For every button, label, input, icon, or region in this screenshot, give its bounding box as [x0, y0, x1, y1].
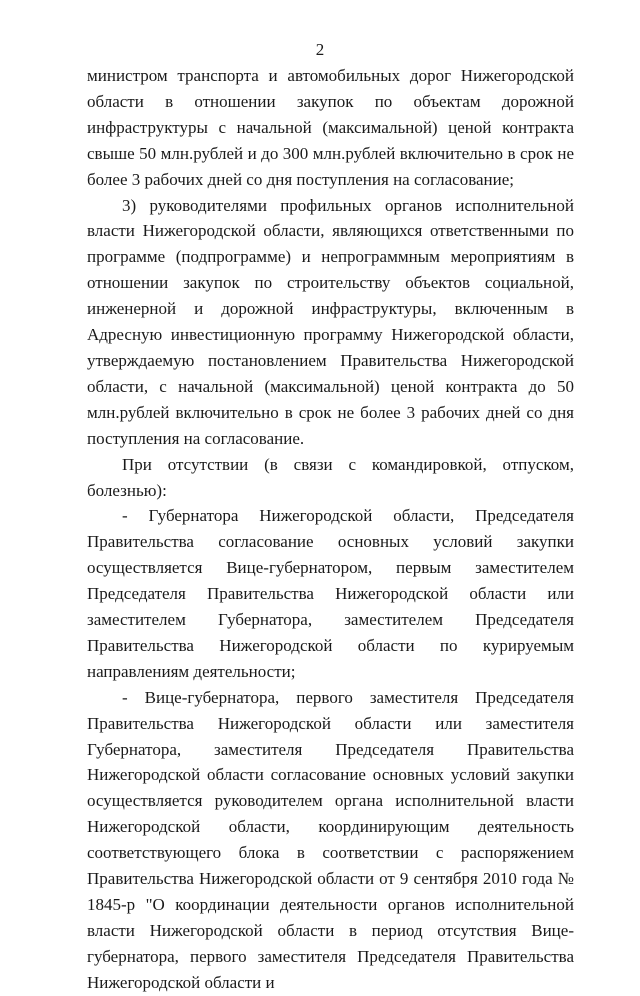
paragraph-vice-governor-absence: - Вице-губернатора, первого заместителя Председателя Правительства Нижегородской области или заместителя Губернатора, заместителя Председателя Правительства Нижегородской области согласование основных условий закупки осуществляется руководителем органа исполнительной власти Нижегородской области, координирующим деятельность соответствующего блока в соответствии с распоряжением Правительства Нижегородской области от 9 сентября 2010 года № 1845-р "О координации деятельности органов исполнительной власти Нижегородской области в период отсутствия Вице-губернатора, первого заместителя Председателя Правительства Нижегородской области и [87, 687, 574, 992]
paragraph-continuation: министром транспорта и автомобильных дорог Нижегородской области в отношении закупок по объектам дорожной инфраструктуры с начальной (максимальной) ценой контракта свыше 50 млн.рублей и до 300 млн.рублей включительно в срок не более 3 рабочих дней со дня поступления на согласование; [87, 66, 574, 189]
document-body [87, 63, 574, 996]
paragraph-item-3: 3) руководителями профильных органов исполнительной власти Нижегородской области, являющихся ответственными по программе (подпрограмме) и непрограммным мероприятиям в отношении закупок по строительству объектов социальной, инженерной и дорожной инфраструктуры, включенным в Адресную инвестиционную программу Нижегородской области, утверждаемую постановлением Правительства Нижегородской области, с начальной (максимальной) ценой контракта до 50 млн.рублей включительно в срок не более 3 рабочих дней со дня поступления на согласование. [87, 195, 574, 448]
paragraph-governor-absence: - Губернатора Нижегородской области, Председателя Правительства согласование основных условий закупки осуществляется Вице-губернатором, первым заместителем Председателя Правительства Нижегородской области или заместителем Губернатора, заместителем Председателя Правительства Нижегородской области по курируемым направлениям деятельности; [87, 506, 574, 681]
page-number: 2 [315, 40, 325, 59]
paragraph-absence-intro: При отсутствии (в связи с командировкой, отпуском, болезнью): [87, 454, 574, 500]
